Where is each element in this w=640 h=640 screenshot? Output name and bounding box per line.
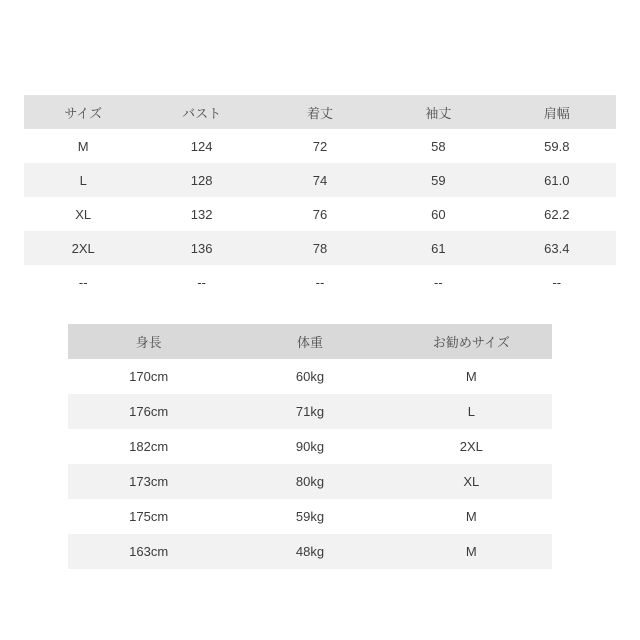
cell-shoulder: 62.2 (498, 197, 616, 231)
column-header-size: サイズ (24, 95, 142, 129)
column-header-height: 身長 (68, 324, 229, 359)
column-header-length: 着丈 (261, 95, 379, 129)
cell-bust: 128 (142, 163, 260, 197)
cell-weight: 48kg (229, 534, 390, 569)
cell-weight: 80kg (229, 464, 390, 499)
cell-recommended-size: M (391, 534, 552, 569)
cell-shoulder: -- (498, 265, 616, 299)
size-table-head (24, 95, 616, 129)
cell-recommended-size: M (391, 359, 552, 394)
table-row (24, 231, 616, 265)
cell-weight: 71kg (229, 394, 390, 429)
table-header-row (68, 324, 552, 359)
column-header-bust: バスト (142, 95, 260, 129)
cell-bust: 132 (142, 197, 260, 231)
cell-size: XL (24, 197, 142, 231)
cell-shoulder: 59.8 (498, 129, 616, 163)
table-row (68, 464, 552, 499)
cell-size: L (24, 163, 142, 197)
table-row (68, 534, 552, 569)
cell-recommended-size: XL (391, 464, 552, 499)
cell-length: 74 (261, 163, 379, 197)
cell-length: 72 (261, 129, 379, 163)
table-row (68, 429, 552, 464)
cell-shoulder: 63.4 (498, 231, 616, 265)
cell-weight: 60kg (229, 359, 390, 394)
cell-recommended-size: 2XL (391, 429, 552, 464)
cell-height: 175cm (68, 499, 229, 534)
table-row (24, 265, 616, 299)
cell-sleeve: 58 (379, 129, 497, 163)
recommend-table-body (68, 359, 552, 569)
cell-height: 173cm (68, 464, 229, 499)
table-row (24, 163, 616, 197)
cell-sleeve: 60 (379, 197, 497, 231)
cell-height: 163cm (68, 534, 229, 569)
cell-weight: 59kg (229, 499, 390, 534)
cell-shoulder: 61.0 (498, 163, 616, 197)
cell-size: -- (24, 265, 142, 299)
cell-length: 76 (261, 197, 379, 231)
cell-sleeve: 61 (379, 231, 497, 265)
cell-size: M (24, 129, 142, 163)
column-header-weight: 体重 (229, 324, 390, 359)
cell-bust: 124 (142, 129, 260, 163)
cell-recommended-size: L (391, 394, 552, 429)
column-header-shoulder: 肩幅 (498, 95, 616, 129)
column-header-recommended-size: お勧めサイズ (391, 324, 552, 359)
cell-bust: 136 (142, 231, 260, 265)
column-header-sleeve: 袖丈 (379, 95, 497, 129)
table-row (68, 394, 552, 429)
cell-length: -- (261, 265, 379, 299)
cell-weight: 90kg (229, 429, 390, 464)
cell-height: 182cm (68, 429, 229, 464)
cell-sleeve: 59 (379, 163, 497, 197)
cell-bust: -- (142, 265, 260, 299)
cell-height: 170cm (68, 359, 229, 394)
cell-height: 176cm (68, 394, 229, 429)
cell-size: 2XL (24, 231, 142, 265)
table-header-row (24, 95, 616, 129)
cell-length: 78 (261, 231, 379, 265)
size-table (24, 95, 616, 299)
table-row (24, 197, 616, 231)
cell-recommended-size: M (391, 499, 552, 534)
size-table-body (24, 129, 616, 299)
recommended-size-table (68, 324, 552, 569)
table-row (24, 129, 616, 163)
recommend-table-head (68, 324, 552, 359)
table-row (68, 499, 552, 534)
cell-sleeve: -- (379, 265, 497, 299)
table-row (68, 359, 552, 394)
